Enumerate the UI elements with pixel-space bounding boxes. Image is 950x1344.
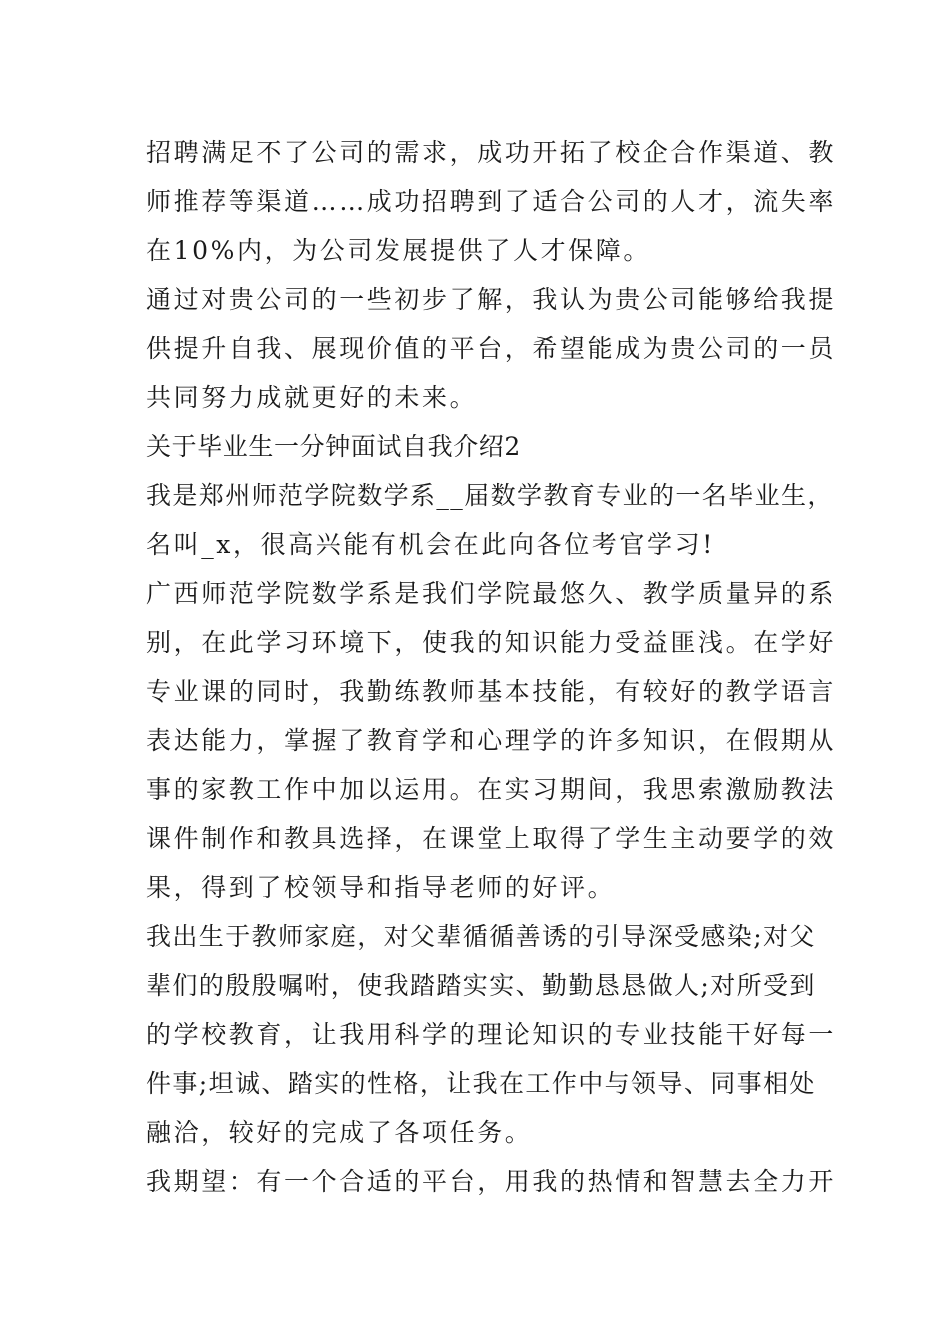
document-body — [146, 128, 837, 1206]
text-line: 在10%内，为公司发展提供了人才保障。 — [146, 236, 651, 265]
text-line: 的学校教育，让我用科学的理论知识的专业技能干好每一 — [146, 1020, 837, 1049]
text-line: 专业课的同时，我勤练教师基本技能，有较好的教学语言 — [146, 677, 837, 706]
text-line: 表达能力，掌握了教育学和心理学的许多知识，在假期从 — [146, 726, 837, 755]
section-heading: 关于毕业生一分钟面试自我介绍2 — [146, 432, 521, 461]
text-line: 课件制作和教具选择，在课堂上取得了学生主动要学的效 — [146, 824, 837, 853]
text-line: 果，得到了校领导和指导老师的好评。 — [146, 873, 616, 902]
text-line: 共同努力成就更好的未来。 — [146, 383, 478, 412]
text-line: 供提升自我、展现价值的平台，希望能成为贵公司的一员 — [146, 334, 837, 363]
text-line: 师推荐等渠道……成功招聘到了适合公司的人才，流失率 — [146, 187, 837, 216]
text-line: 名叫_x，很高兴能有机会在此向各位考官学习! — [146, 530, 715, 559]
text-line: 通过对贵公司的一些初步了解，我认为贵公司能够给我提 — [146, 285, 837, 314]
text-line: 我是郑州师范学院数学系__届数学教育专业的一名毕业生， — [146, 481, 834, 510]
text-line: 我出生于教师家庭，对父辈循循善诱的引导深受感染;对父 — [146, 922, 816, 951]
text-line: 件事;坦诚、踏实的性格，让我在工作中与领导、同事相处 — [146, 1069, 816, 1098]
text-line: 别，在此学习环境下，使我的知识能力受益匪浅。在学好 — [146, 628, 837, 657]
text-line: 辈们的殷殷嘱咐，使我踏踏实实、勤勤恳恳做人;对所受到 — [146, 971, 816, 1000]
text-line: 我期望：有一个合适的平台，用我的热情和智慧去全力开 — [146, 1167, 837, 1196]
text-line: 招聘满足不了公司的需求，成功开拓了校企合作渠道、教 — [146, 138, 837, 167]
text-line: 融洽，较好的完成了各项任务。 — [146, 1118, 533, 1147]
text-line: 事的家教工作中加以运用。在实习期间，我思索激励教法 — [146, 775, 837, 804]
text-line: 广西师范学院数学系是我们学院最悠久、教学质量异的系 — [146, 579, 837, 608]
